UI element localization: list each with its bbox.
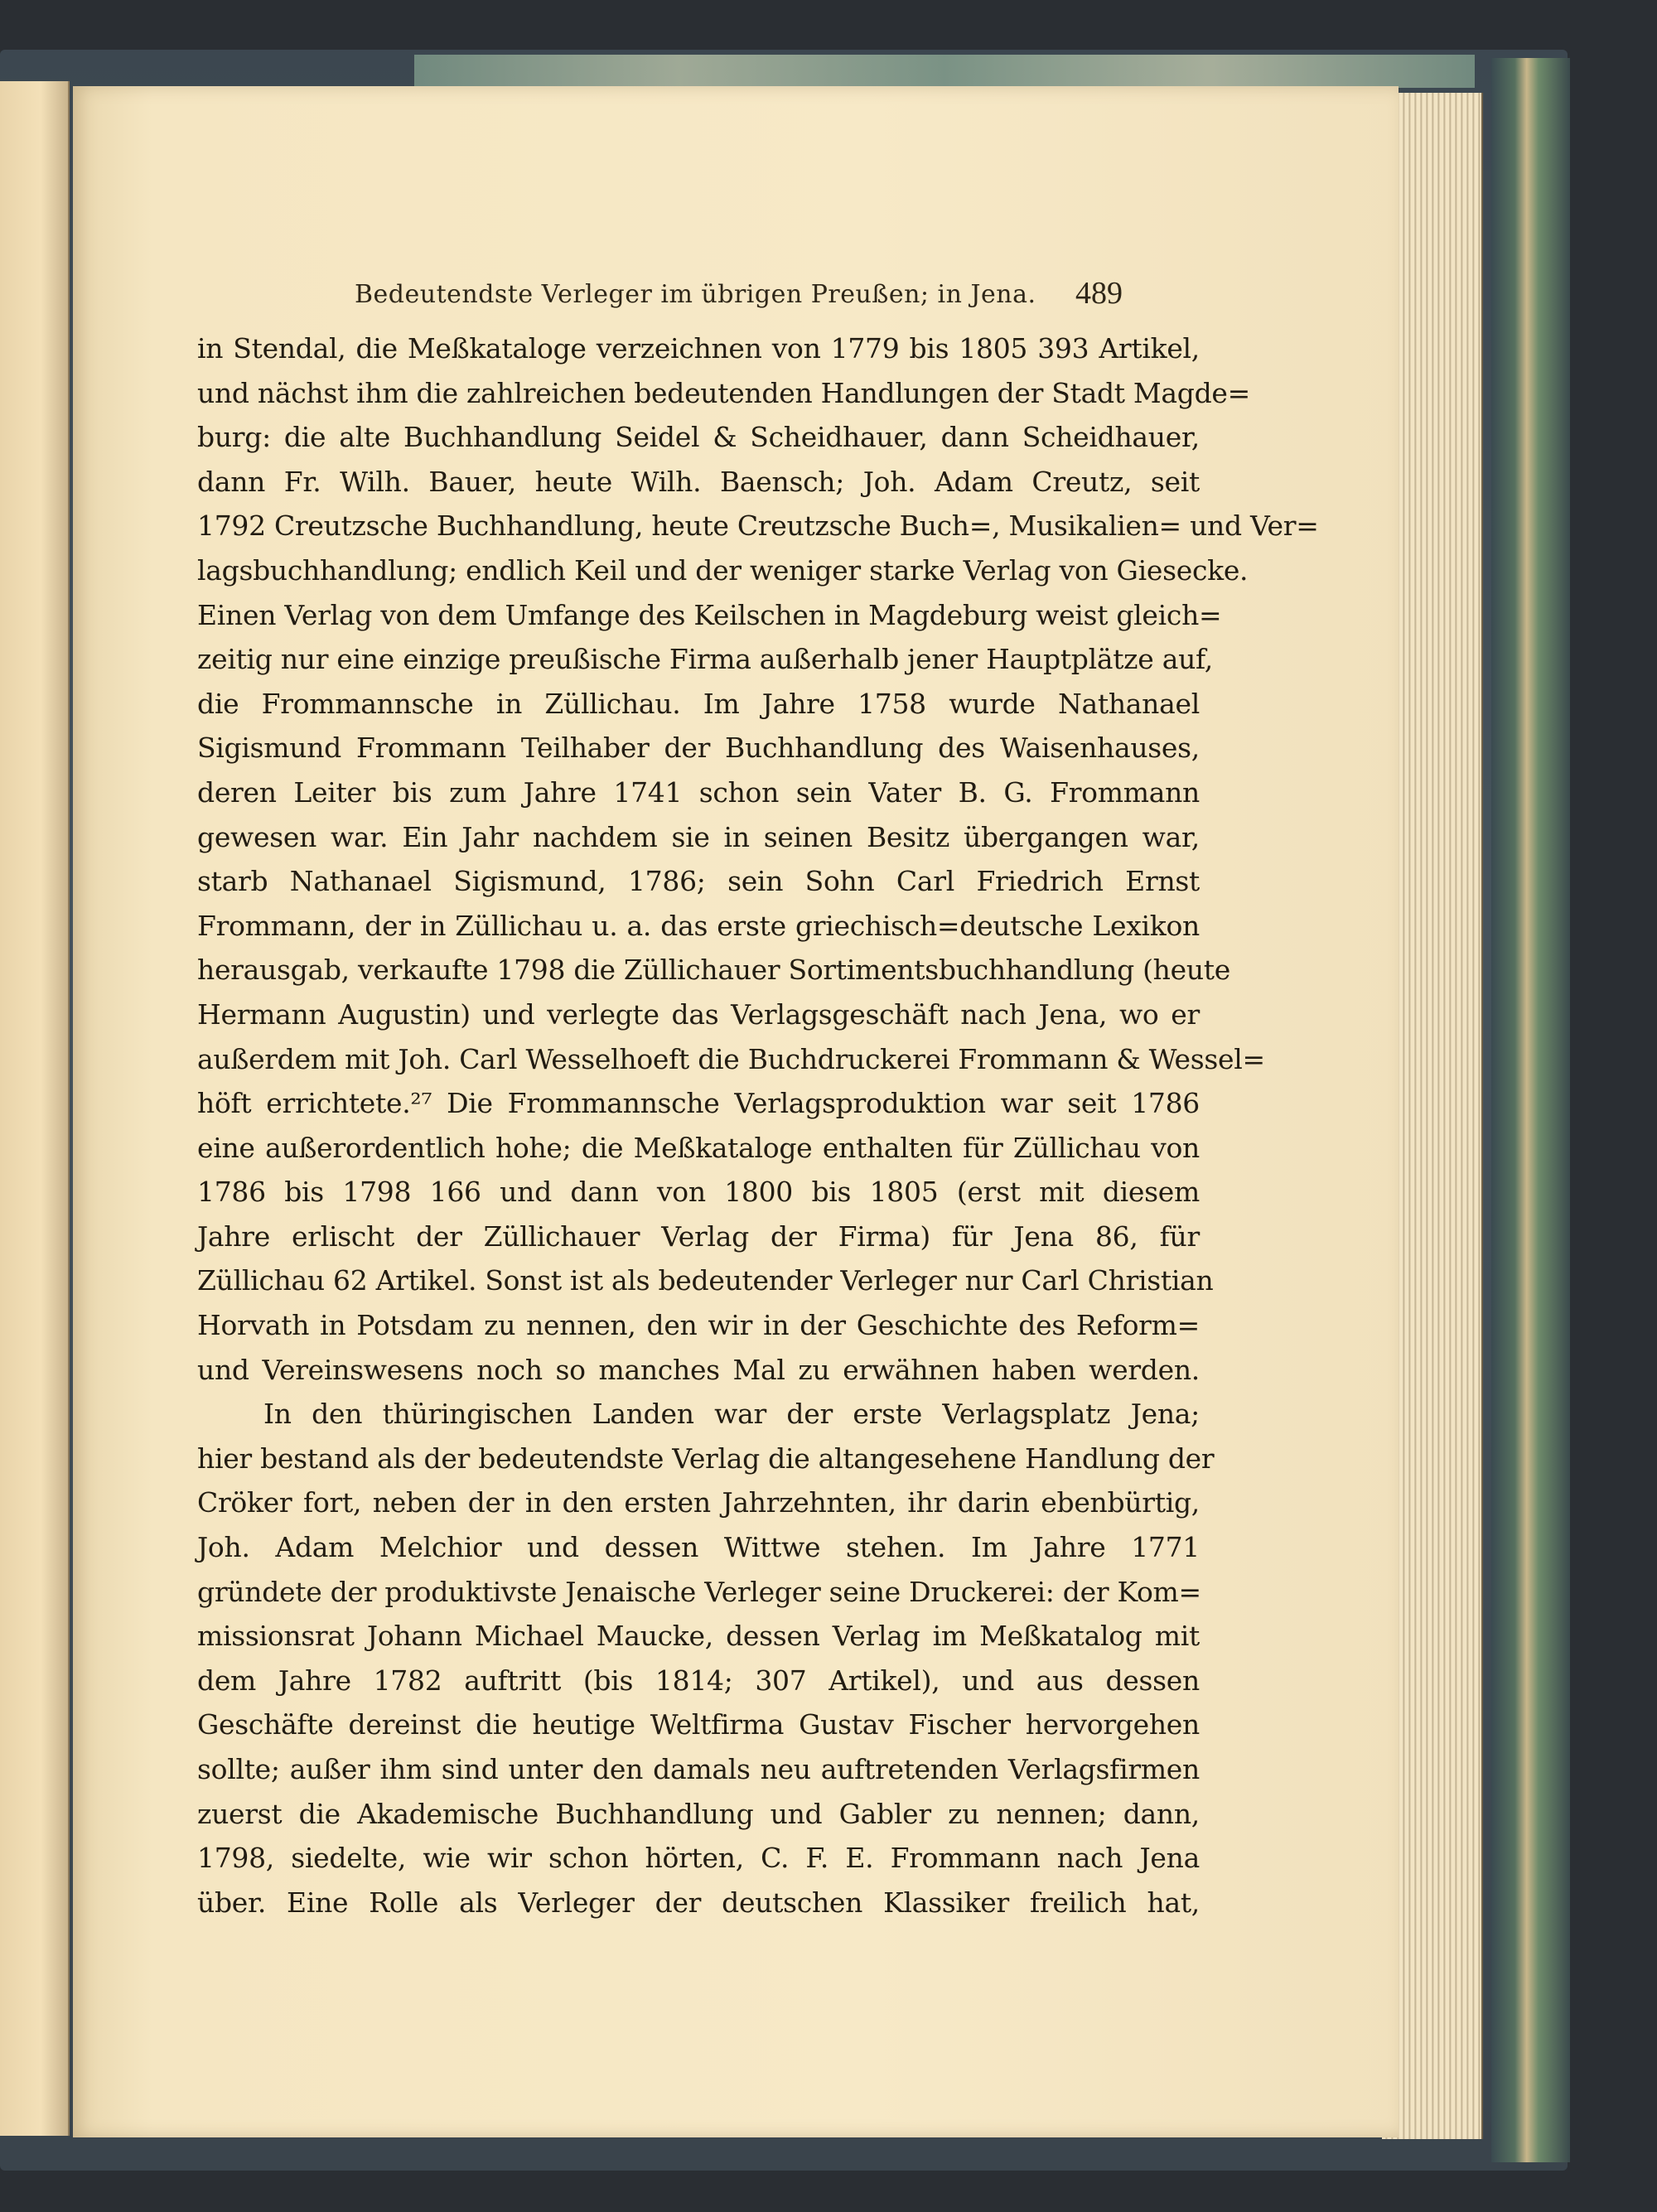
text-line: Joh. Adam Melchior und dessen Wittwe stehen. Im Jahre 1771: [197, 1531, 1200, 1564]
text-line: Frommann, der in Züllichau u. a. das erste griechisch=deutsche Lexikon: [197, 909, 1200, 942]
text-line: die Frommannsche in Züllichau. Im Jahre 1758 wurde Nathanael: [197, 687, 1200, 720]
text-line: in Stendal, die Meßkataloge verzeichnen von 1779 bis 1805 393 Artikel,: [197, 332, 1200, 365]
text-line: gründete der produktivste Jenaische Verleger seine Druckerei: der Kom=: [197, 1575, 1201, 1608]
cover-marbled-side: [1491, 58, 1570, 2162]
text-line: herausgab, verkaufte 1798 die Züllichauer Sortimentsbuchhandlung (heute: [197, 954, 1230, 987]
book-page: [73, 86, 1399, 2137]
text-line: Hermann Augustin) und verlegte das Verlagsgeschäft nach Jena, wo er: [197, 997, 1200, 1031]
text-line: höft errichtete.²⁷ Die Frommannsche Verlagsproduktion war seit 1786: [197, 1087, 1200, 1120]
body-text: [197, 326, 1319, 1925]
text-line: In den thüringischen Landen war der erste Verlagsplatz Jena;: [263, 1398, 1200, 1431]
facing-page-edge: [0, 81, 70, 2136]
text-line: zeitig nur eine einzige preußische Firma außerhalb jener Hauptplätze auf,: [197, 643, 1213, 676]
text-line: dem Jahre 1782 auftritt (bis 1814; 307 Artikel), und aus dessen: [197, 1664, 1200, 1697]
text-line: und Vereinswesens noch so manches Mal zu erwähnen haben werden.: [197, 1353, 1200, 1386]
text-line: dann Fr. Wilh. Bauer, heute Wilh. Baensch; Joh. Adam Creutz, seit: [197, 465, 1200, 498]
text-line: 1786 bis 1798 166 und dann von 1800 bis 1805 (erst mit diesem: [197, 1176, 1200, 1209]
text-line: Sigismund Frommann Teilhaber der Buchhandlung des Waisenhauses,: [197, 732, 1200, 765]
text-line: Züllichau 62 Artikel. Sonst ist als bedeutender Verleger nur Carl Christian: [197, 1264, 1214, 1297]
text-line: sollte; außer ihm sind unter den damals neu auftretenden Verlagsfirmen: [197, 1753, 1200, 1785]
page-number: 489: [1075, 276, 1123, 311]
text-line: Geschäfte dereinst die heutige Weltfirma Gustav Fischer hervorgehen: [197, 1708, 1200, 1741]
text-line: eine außerordentlich hohe; die Meßkataloge enthalten für Züllichau von: [197, 1131, 1200, 1164]
text-line: burg: die alte Buchhandlung Seidel & Scheidhauer, dann Scheidhauer,: [197, 421, 1200, 454]
text-line: Jahre erlischt der Züllichauer Verlag der Firma) für Jena 86, für: [197, 1219, 1200, 1253]
text-line: zuerst die Akademische Buchhandlung und Gabler zu nennen; dann,: [197, 1797, 1200, 1830]
page-header: [73, 270, 1399, 320]
cover-marbled-edge: [414, 55, 1475, 88]
text-line: Horvath in Potsdam zu nennen, den wir in der Geschichte des Reform=: [197, 1309, 1200, 1342]
text-line: lagsbuchhandlung; endlich Keil und der weniger starke Verlag von Giesecke.: [197, 553, 1249, 587]
text-line: und nächst ihm die zahlreichen bedeutenden Handlungen der Stadt Magde=: [197, 376, 1251, 409]
text-line: 1798, siedelte, wie wir schon hörten, C. F. E. Frommann nach Jena: [197, 1842, 1200, 1875]
text-line: missionsrat Johann Michael Maucke, dessen Verlag im Meßkatalog mit: [197, 1620, 1200, 1653]
text-line: außerdem mit Joh. Carl Wesselhoeft die Buchdruckerei Frommann & Wessel=: [197, 1042, 1265, 1075]
text-line: Cröker fort, neben der in den ersten Jahrzehnten, ihr darin ebenbürtig,: [197, 1486, 1200, 1519]
text-line: hier bestand als der bedeutendste Verlag die altangesehene Handlung der: [197, 1442, 1215, 1475]
text-line: über. Eine Rolle als Verleger der deutschen Klassiker freilich hat,: [197, 1886, 1200, 1919]
text-line: 1792 Creutzsche Buchhandlung, heute Creutzsche Buch=, Musikalien= und Ver=: [197, 510, 1319, 543]
text-line: starb Nathanael Sigismund, 1786; sein Sohn Carl Friedrich Ernst: [197, 865, 1200, 898]
text-line: Einen Verlag von dem Umfange des Keilschen in Magdeburg weist gleich=: [197, 598, 1222, 631]
text-line: gewesen war. Ein Jahr nachdem sie in seinen Besitz übergangen war,: [197, 820, 1200, 853]
text-line: deren Leiter bis zum Jahre 1741 schon sein Vater B. G. Frommann: [197, 775, 1200, 809]
running-head: Bedeutendste Verleger im übrigen Preußen; in Jena.: [355, 280, 1036, 309]
